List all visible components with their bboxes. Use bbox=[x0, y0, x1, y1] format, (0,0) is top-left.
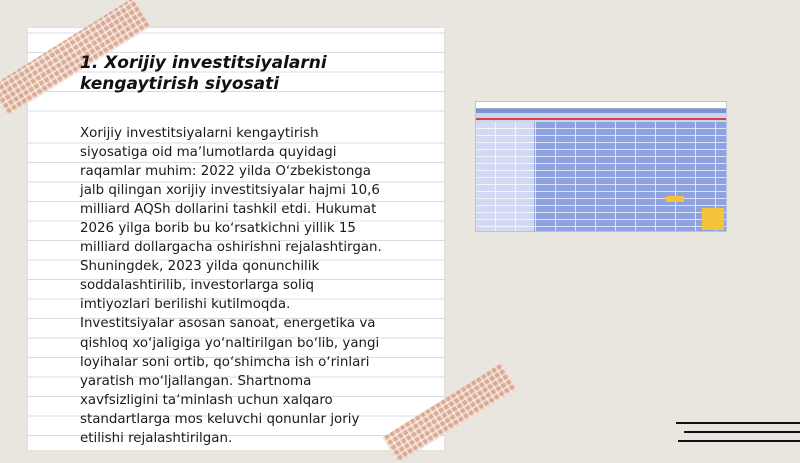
body-line: xavfsizligini taʼminlash uchun xalqaro bbox=[80, 392, 333, 408]
decorative-line bbox=[676, 422, 800, 424]
body-line: standartlarga mos keluvchi qonunlar joriy bbox=[80, 411, 360, 427]
body-line: siyosatiga oid maʼlumotlarda quyidagi bbox=[80, 145, 337, 161]
body-line: 2026 yilga borib bu koʻrsatkichni yillik 15 bbox=[80, 221, 356, 237]
body-line: imtiyozlari berilishi kutilmoqda. bbox=[80, 297, 291, 313]
spreadsheet-highlight-row bbox=[476, 118, 726, 120]
body-line: qishloq xoʻjaligiga yoʻnaltirilgan boʻlib, yangi bbox=[80, 335, 380, 351]
slide-title-line-2: kengaytirish siyosati bbox=[80, 74, 280, 94]
slide-body-text bbox=[80, 124, 432, 448]
spreadsheet-label-columns bbox=[476, 122, 534, 231]
decorative-line bbox=[678, 440, 800, 442]
body-line: milliard dollargacha oshirishni rejalashtirgan. bbox=[80, 240, 382, 256]
body-line: soddalashtirilib, investorlarga soliq bbox=[80, 278, 314, 294]
decorative-lines bbox=[676, 420, 800, 444]
decorative-line bbox=[684, 431, 800, 433]
body-line: yaratish moʻljallangan. Shartnoma bbox=[80, 373, 312, 389]
spreadsheet-thumbnail bbox=[475, 101, 727, 232]
spreadsheet-yellow-cell bbox=[666, 196, 684, 202]
body-line: Investitsiyalar asosan sanoat, energetika va bbox=[80, 316, 376, 332]
spreadsheet-toolbar bbox=[476, 102, 726, 109]
body-line: milliard AQSh dollarini tashkil etdi. Hukumat bbox=[80, 202, 377, 218]
body-line: Shuningdek, 2023 yilda qonunchilik bbox=[80, 259, 320, 275]
body-line: Xorijiy investitsiyalarni kengaytirish bbox=[80, 126, 319, 141]
spreadsheet-yellow-block bbox=[702, 208, 724, 230]
slide-title-line-1: 1. Xorijiy investitsiyalarni bbox=[80, 53, 327, 73]
body-line: raqamlar muhim: 2022 yilda Oʻzbekistonga bbox=[80, 164, 372, 180]
body-line: loyihalar soni ortib, qoʻshimcha ish oʻrinlari bbox=[80, 354, 370, 370]
body-line: jalb qilingan xorijiy investitsiyalar hajmi 10,6 bbox=[80, 183, 380, 199]
spreadsheet-header-row bbox=[476, 109, 726, 113]
body-line: etilishi rejalashtirilgan. bbox=[80, 430, 233, 446]
slide-title bbox=[80, 53, 420, 95]
